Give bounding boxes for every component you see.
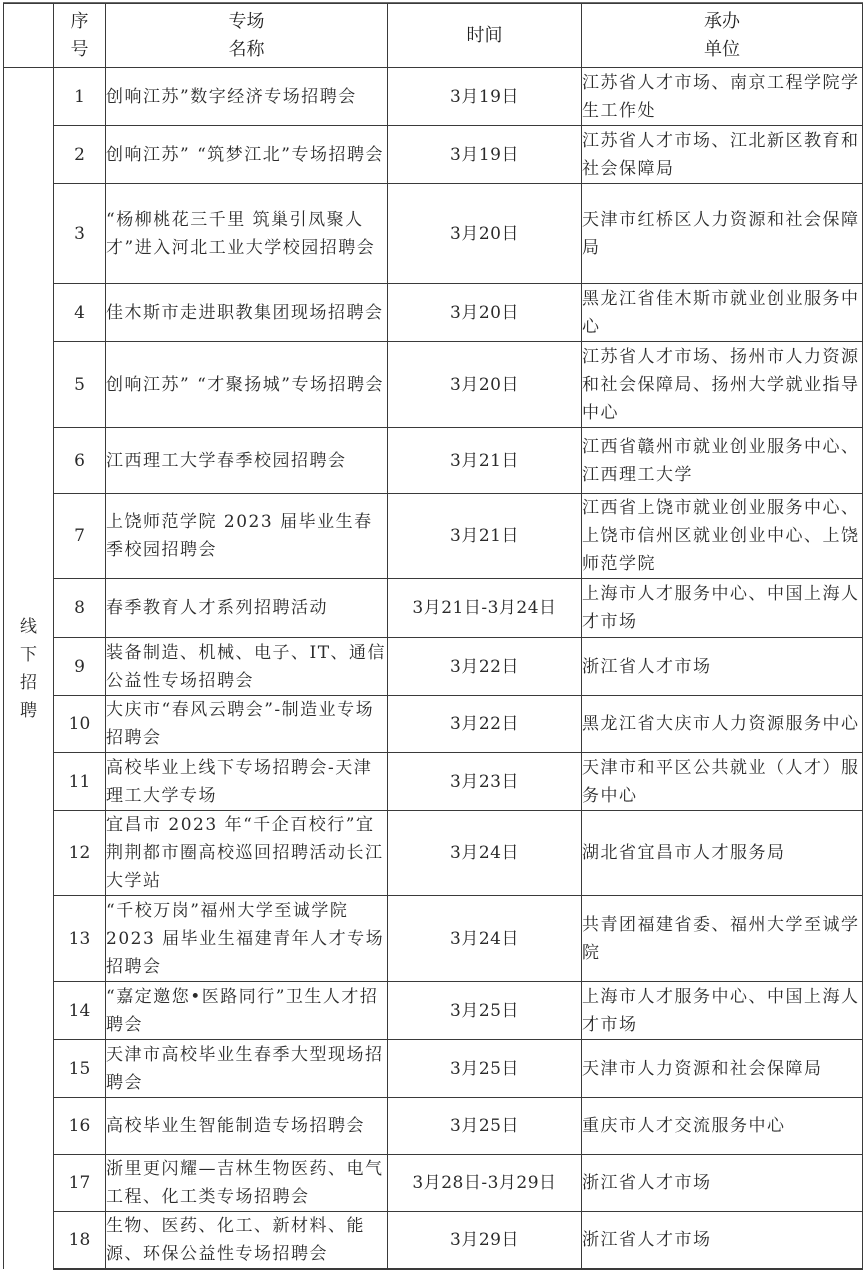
- category-label-char: 招: [20, 672, 37, 693]
- event-organizer: 江西省赣州市就业创业服务中心、江西理工大学: [582, 428, 863, 494]
- table-row: [4, 126, 863, 184]
- row-number: 13: [54, 896, 106, 982]
- event-organizer: 重庆市人才交流服务中心: [582, 1098, 863, 1155]
- header-category: [4, 4, 54, 68]
- event-date: 3月22日: [388, 696, 582, 753]
- category-offline-recruitment: [4, 68, 54, 1270]
- event-date: 3月24日: [388, 811, 582, 896]
- event-organizer: 江苏省人才市场、南京工程学院学生工作处: [582, 68, 863, 126]
- event-name: 高校毕业上线下专场招聘会-天津理工大学专场: [106, 753, 388, 811]
- event-date: 3月28日-3月29日: [388, 1155, 582, 1212]
- recruitment-table: [3, 3, 863, 1270]
- event-organizer: 江西省上饶市就业创业服务中心、上饶市信州区就业创业中心、上饶师范学院: [582, 494, 863, 579]
- event-organizer: 天津市和平区公共就业（人才）服务中心: [582, 753, 863, 811]
- event-organizer: 天津市人力资源和社会保障局: [582, 1040, 863, 1098]
- event-organizer: 江苏省人才市场、江北新区教育和社会保障局: [582, 126, 863, 184]
- table-row: [4, 68, 863, 126]
- row-number: 2: [54, 126, 106, 184]
- event-organizer: 黑龙江省佳木斯市就业创业服务中心: [582, 284, 863, 342]
- header-time: 时间: [388, 4, 582, 68]
- event-name: “嘉定邀您•医路同行”卫生人才招聘会: [106, 982, 388, 1040]
- event-name: 上饶师范学院 2023 届毕业生春季校园招聘会: [106, 494, 388, 579]
- table-row: [4, 1098, 863, 1155]
- row-number: 16: [54, 1098, 106, 1155]
- event-organizer: 上海市人才服务中心、中国上海人才市场: [582, 579, 863, 638]
- event-name: 装备制造、机械、电子、IT、通信公益性专场招聘会: [106, 638, 388, 696]
- event-name: 春季教育人才系列招聘活动: [106, 579, 388, 638]
- category-label-char: 下: [20, 644, 37, 665]
- table-row: [4, 896, 863, 982]
- event-name: 创响江苏” “筑梦江北”专场招聘会: [106, 126, 388, 184]
- category-label-char: 聘: [20, 700, 37, 721]
- table-row: [4, 342, 863, 428]
- event-organizer: 天津市红桥区人力资源和社会保障局: [582, 184, 863, 284]
- event-date: 3月20日: [388, 284, 582, 342]
- recruitment-schedule: [3, 3, 863, 1270]
- event-name: 佳木斯市走进职教集团现场招聘会: [106, 284, 388, 342]
- event-date: 3月25日: [388, 982, 582, 1040]
- event-name: 浙里更闪耀—吉林生物医药、电气工程、化工类专场招聘会: [106, 1155, 388, 1212]
- table-row: [4, 428, 863, 494]
- event-organizer: 浙江省人才市场: [582, 1155, 863, 1212]
- header-name-line-2: 名称: [228, 38, 265, 60]
- event-organizer: 上海市人才服务中心、中国上海人才市场: [582, 982, 863, 1040]
- event-name: “千校万岗”福州大学至诚学院 2023 届毕业生福建青年人才专场招聘会: [106, 896, 388, 982]
- event-date: 3月19日: [388, 68, 582, 126]
- row-number: 14: [54, 982, 106, 1040]
- table-body: [4, 68, 863, 1270]
- table-row: [4, 494, 863, 579]
- table-row: [4, 284, 863, 342]
- event-date: 3月23日: [388, 753, 582, 811]
- event-organizer: 浙江省人才市场: [582, 1212, 863, 1270]
- row-number: 17: [54, 1155, 106, 1212]
- header-name: [106, 4, 388, 68]
- row-number: 11: [54, 753, 106, 811]
- event-name: 宜昌市 2023 年“千企百校行”宜荆荆都市圈高校巡回招聘活动长江大学站: [106, 811, 388, 896]
- event-date: 3月29日: [388, 1212, 582, 1270]
- row-number: 1: [54, 68, 106, 126]
- row-number: 8: [54, 579, 106, 638]
- row-number: 3: [54, 184, 106, 284]
- event-date: 3月21日: [388, 494, 582, 579]
- row-number: 4: [54, 284, 106, 342]
- table-row: [4, 811, 863, 896]
- event-name: 高校毕业生智能制造专场招聘会: [106, 1098, 388, 1155]
- table-row: [4, 1155, 863, 1212]
- header-organizer-line-2: 单位: [704, 38, 740, 60]
- table-row: [4, 753, 863, 811]
- table-header-row: [4, 4, 863, 68]
- event-name: 创响江苏”数字经济专场招聘会: [106, 68, 388, 126]
- row-number: 15: [54, 1040, 106, 1098]
- event-date: 3月25日: [388, 1040, 582, 1098]
- header-organizer-line-1: 承办: [704, 10, 740, 32]
- row-number: 12: [54, 811, 106, 896]
- event-organizer: 浙江省人才市场: [582, 638, 863, 696]
- row-number: 9: [54, 638, 106, 696]
- table-row: [4, 1040, 863, 1098]
- event-date: 3月25日: [388, 1098, 582, 1155]
- event-date: 3月20日: [388, 184, 582, 284]
- table-row: [4, 184, 863, 284]
- header-number-line-1: 序: [70, 10, 89, 32]
- table-row: [4, 579, 863, 638]
- event-organizer: 江苏省人才市场、扬州市人力资源和社会保障局、扬州大学就业指导中心: [582, 342, 863, 428]
- header-organizer: [582, 4, 863, 68]
- event-organizer: 共青团福建省委、福州大学至诚学院: [582, 896, 863, 982]
- table-row: [4, 696, 863, 753]
- event-date: 3月21日: [388, 428, 582, 494]
- table-row: [4, 982, 863, 1040]
- event-name: 天津市高校毕业生春季大型现场招聘会: [106, 1040, 388, 1098]
- table-row: [4, 638, 863, 696]
- row-number: 6: [54, 428, 106, 494]
- event-date: 3月24日: [388, 896, 582, 982]
- event-name: “杨柳桃花三千里 筑巢引凤聚人才”进入河北工业大学校园招聘会: [106, 184, 388, 284]
- category-label-char: 线: [20, 616, 37, 637]
- event-name: 江西理工大学春季校园招聘会: [106, 428, 388, 494]
- event-organizer: 黑龙江省大庆市人力资源服务中心: [582, 696, 863, 753]
- event-name: 大庆市“春风云聘会”-制造业专场招聘会: [106, 696, 388, 753]
- row-number: 10: [54, 696, 106, 753]
- event-date: 3月22日: [388, 638, 582, 696]
- row-number: 5: [54, 342, 106, 428]
- event-name: 创响江苏” “才聚扬城”专场招聘会: [106, 342, 388, 428]
- row-number: 7: [54, 494, 106, 579]
- event-date: 3月20日: [388, 342, 582, 428]
- row-number: 18: [54, 1212, 106, 1270]
- header-number-line-2: 号: [70, 38, 89, 60]
- event-date: 3月19日: [388, 126, 582, 184]
- event-date: 3月21日-3月24日: [388, 579, 582, 638]
- header-name-line-1: 专场: [228, 10, 265, 32]
- event-organizer: 湖北省宜昌市人才服务局: [582, 811, 863, 896]
- header-number: [54, 4, 106, 68]
- table-row: [4, 1212, 863, 1270]
- event-name: 生物、医药、化工、新材料、能源、环保公益性专场招聘会: [106, 1212, 388, 1270]
